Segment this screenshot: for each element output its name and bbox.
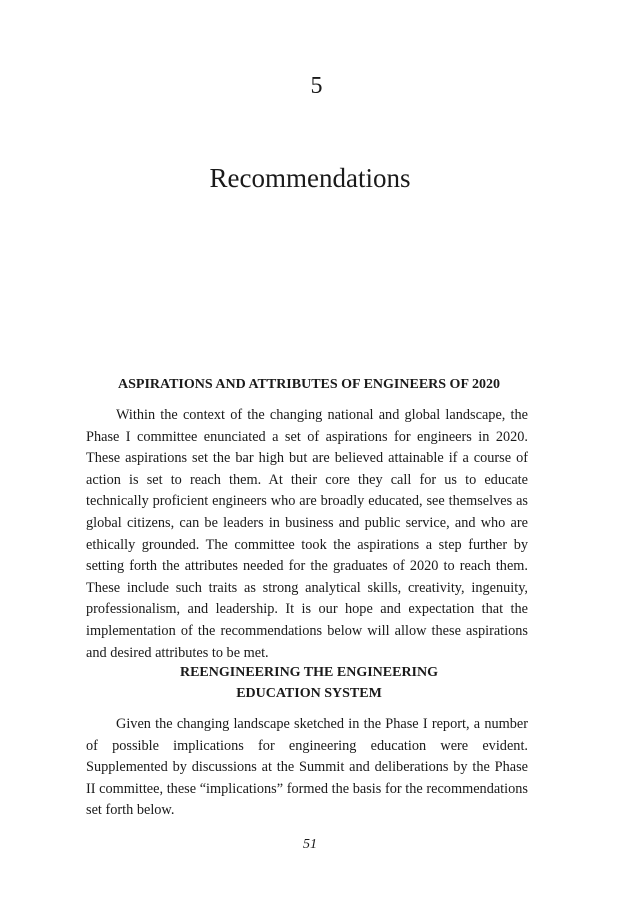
section-heading-line-2: EDUCATION SYSTEM bbox=[236, 686, 382, 701]
section-heading-aspirations: ASPIRATIONS AND ATTRIBUTES OF ENGINEERS OF 2020 bbox=[118, 377, 500, 392]
chapter-title: Recommendations bbox=[209, 163, 411, 193]
chapter-number: 5 bbox=[310, 73, 323, 99]
section-heading-line-1: REENGINEERING THE ENGINEERING bbox=[179, 665, 439, 680]
section-heading-reengineering bbox=[86, 662, 532, 704]
paragraph-aspirations: Within the context of the changing national and global landscape, the Phase I committee enunciated a set of aspirations for engineers in 2020. These aspirations set the bar high but are believed attainable if a course of action is set to reach them. At their core they call for us to educate technically proficient engineers who are broadly educated, see themselves as global citizens, can be leaders in business and public service, and who are ethically grounded. The committee took the aspirations a step further by setting forth the attributes needed for the graduates of 2020 to reach them. These include such traits as strong analytical skills, creativity, ingenuity, professionalism, and leadership. It is our hope and expectation that the implementation of the recommendations below will allow these aspirations and desired attributes to be met. bbox=[86, 407, 528, 661]
page-number: 51 bbox=[303, 837, 317, 852]
paragraph-reengineering: Given the changing landscape sketched in the Phase I report, a number of possible implications for engineering education were evident. Supplemented by discussions at the Summit and deliberations by the Phase II committee, these “implications” formed the basis for the recommendations set forth below. bbox=[86, 716, 528, 819]
